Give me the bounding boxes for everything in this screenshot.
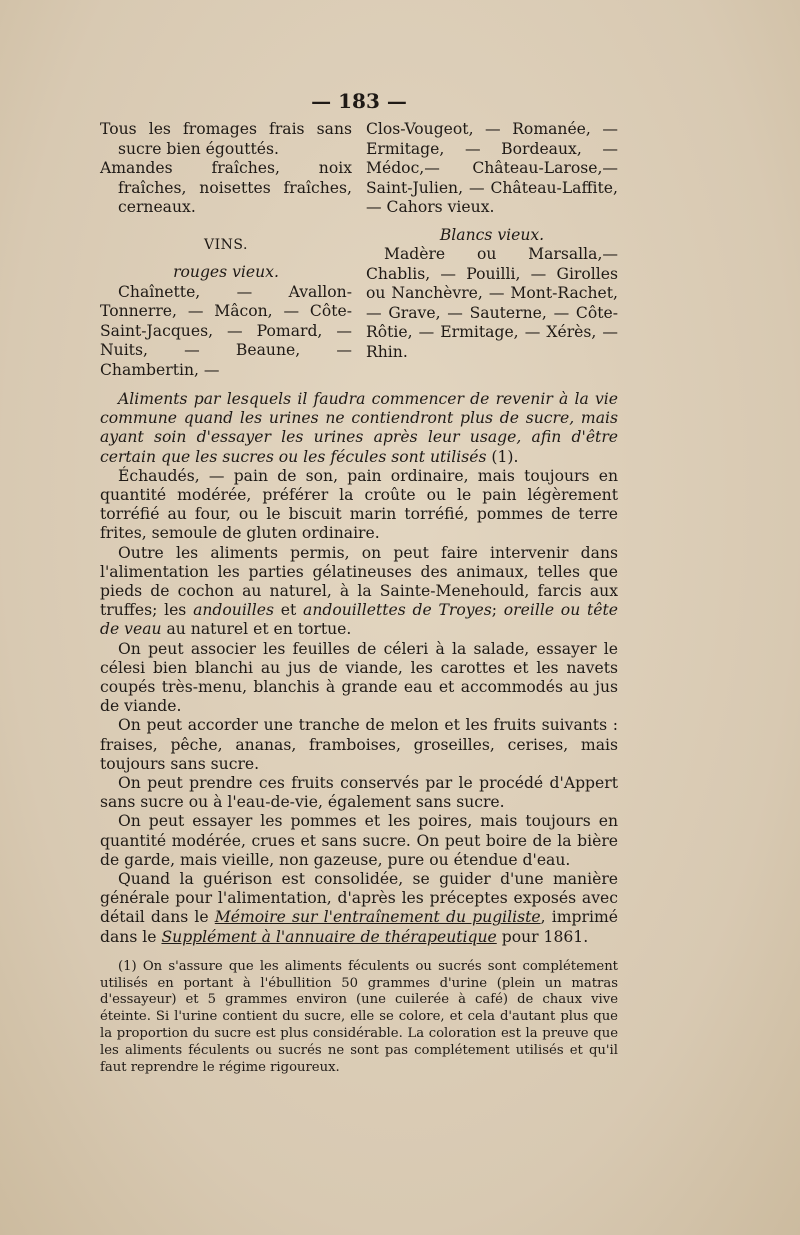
red-wines-subheading: rouges vieux. — [173, 263, 279, 281]
gelatin-paragraph — [100, 544, 618, 640]
andouillettes-term: andouillettes de Troyes — [303, 601, 492, 620]
recovery-text-c: pour 1861. — [501, 927, 589, 946]
melon-paragraph: On peut accorder une tranche de melon et les fruits suivants : fraises, pêche, ananas, framboises, groseilles, cerises, mais toujours sans sucre. — [100, 716, 618, 773]
gelatin-separator: ; — [491, 601, 498, 620]
left-column — [100, 120, 352, 380]
red-wines-list-continued: Clos-Vougeot, — Romanée, — Ermitage, — Bordeaux, — Médoc,— Château-Larose,—Saint-Julien, — Château-Laffite, — Cahors vieux. — [366, 120, 618, 216]
main-text — [100, 390, 618, 947]
intro-text: Aliments par lesquels il faudra commencer de revenir à la vie commune quand les urines ne contiendront plus de sucre, mais ayant soin d'essayer les urines après leur usage, afin d'être certain que les sucres ou les fécules sont utilisés — [100, 390, 618, 466]
cheese-paragraph: Tous les fromages frais sans sucre bien égouttés. — [100, 120, 352, 158]
gelatin-conjunction: et — [280, 601, 297, 620]
bread-paragraph: Échaudés, — pain de son, pain ordinaire, mais toujours en quantité modérée, préférer la croûte ou le pain légèrement torréfié au four, ou le biscuit marin torréfié, pommes de terre frites, semoule de gluten ordinaire. — [100, 466, 618, 543]
footnote-text: (1) On s'assure que les aliments féculents ou sucrés sont complétement utilisés en portant à l'ébullition 50 grammes d'urine (plein un matras d'essayeur) et 5 grammes environ (une cuilerée à café) de chaux vive éteinte. Si l'urine contient du sucre, elle se colore, et cela d'autant plus que la proportion du sucre est plus considérable. La coloration est la preuve que les aliments féculents ou sucrés ne sont pas complétement utilisés et qu'il faut reprendre le régime rigoureux. — [100, 958, 618, 1075]
nuts-paragraph: Amandes fraîches, noix fraîches, noisettes fraîches, cerneaux. — [100, 159, 352, 216]
page-content — [100, 86, 618, 1076]
andouilles-term: andouilles — [193, 601, 275, 620]
footnote — [100, 959, 618, 1077]
page-number: — 183 — — [311, 89, 407, 113]
supplement-title: Supplément à l'annuaire de thérapeutique — [161, 927, 497, 946]
apples-paragraph: On peut essayer les pommes et les poires, mais toujours en quantité modérée, crues et sans sucre. On peut boire de la bière de garde, mais vieille, non gazeuse, pure ou étendue d'eau. — [100, 812, 618, 869]
white-wines-subheading: Blancs vieux. — [439, 225, 545, 244]
two-column-section — [100, 120, 618, 380]
appert-paragraph: On peut prendre ces fruits conservés par le procédé d'Appert sans sucre ou à l'eau-de-vie, également sans sucre. — [100, 774, 618, 812]
gelatin-text-c: au naturel et en tortue. — [166, 620, 352, 639]
wines-heading: VINS. — [204, 236, 248, 253]
recovery-paragraph — [100, 870, 618, 947]
veal-head-term: oreille ou tête de veau — [100, 601, 618, 639]
recovery-text-a: Quand la guérison est consolidée, se guider d'une manière générale pour l'alimentation, d'après les préceptes exposés avec détail dans le — [100, 870, 618, 927]
intro-paragraph — [100, 390, 618, 467]
memoire-title: Mémoire sur l'entraînement du pugiliste — [214, 908, 541, 927]
recovery-text-b: , imprimé dans le — [100, 908, 618, 946]
footnote-reference: (1). — [491, 447, 519, 466]
white-wines-list: Madère ou Marsalla,— Chablis, — Pouilli, — Girolles ou Nanchèvre, — Mont-Rachet, — Grave, — Sauterne, — Côte-Rôtie, — Ermitage, — Xérès, — Rhin. — [366, 245, 618, 361]
red-wines-list: Chaînette, — Avallon-Tonnerre, — Mâcon, — Côte-Saint-Jacques, — Pomard, — Nuits, — Beaune, — Chambertin, — — [100, 282, 352, 379]
right-column — [366, 120, 618, 380]
gelatin-text-a: Outre les aliments permis, on peut faire intervenir dans l'alimentation les parties gélatineuses des animaux, telles que pieds de cochon au naturel, à la Sainte-Menehould, farcis aux truffes; les — [100, 543, 618, 620]
celery-paragraph: On peut associer les feuilles de céleri à la salade, essayer le célesi bien blanchi au jus de viande, les carottes et les navets coupés très-menu, blanchis à grande eau et accommodés au jus de viande. — [100, 639, 618, 716]
